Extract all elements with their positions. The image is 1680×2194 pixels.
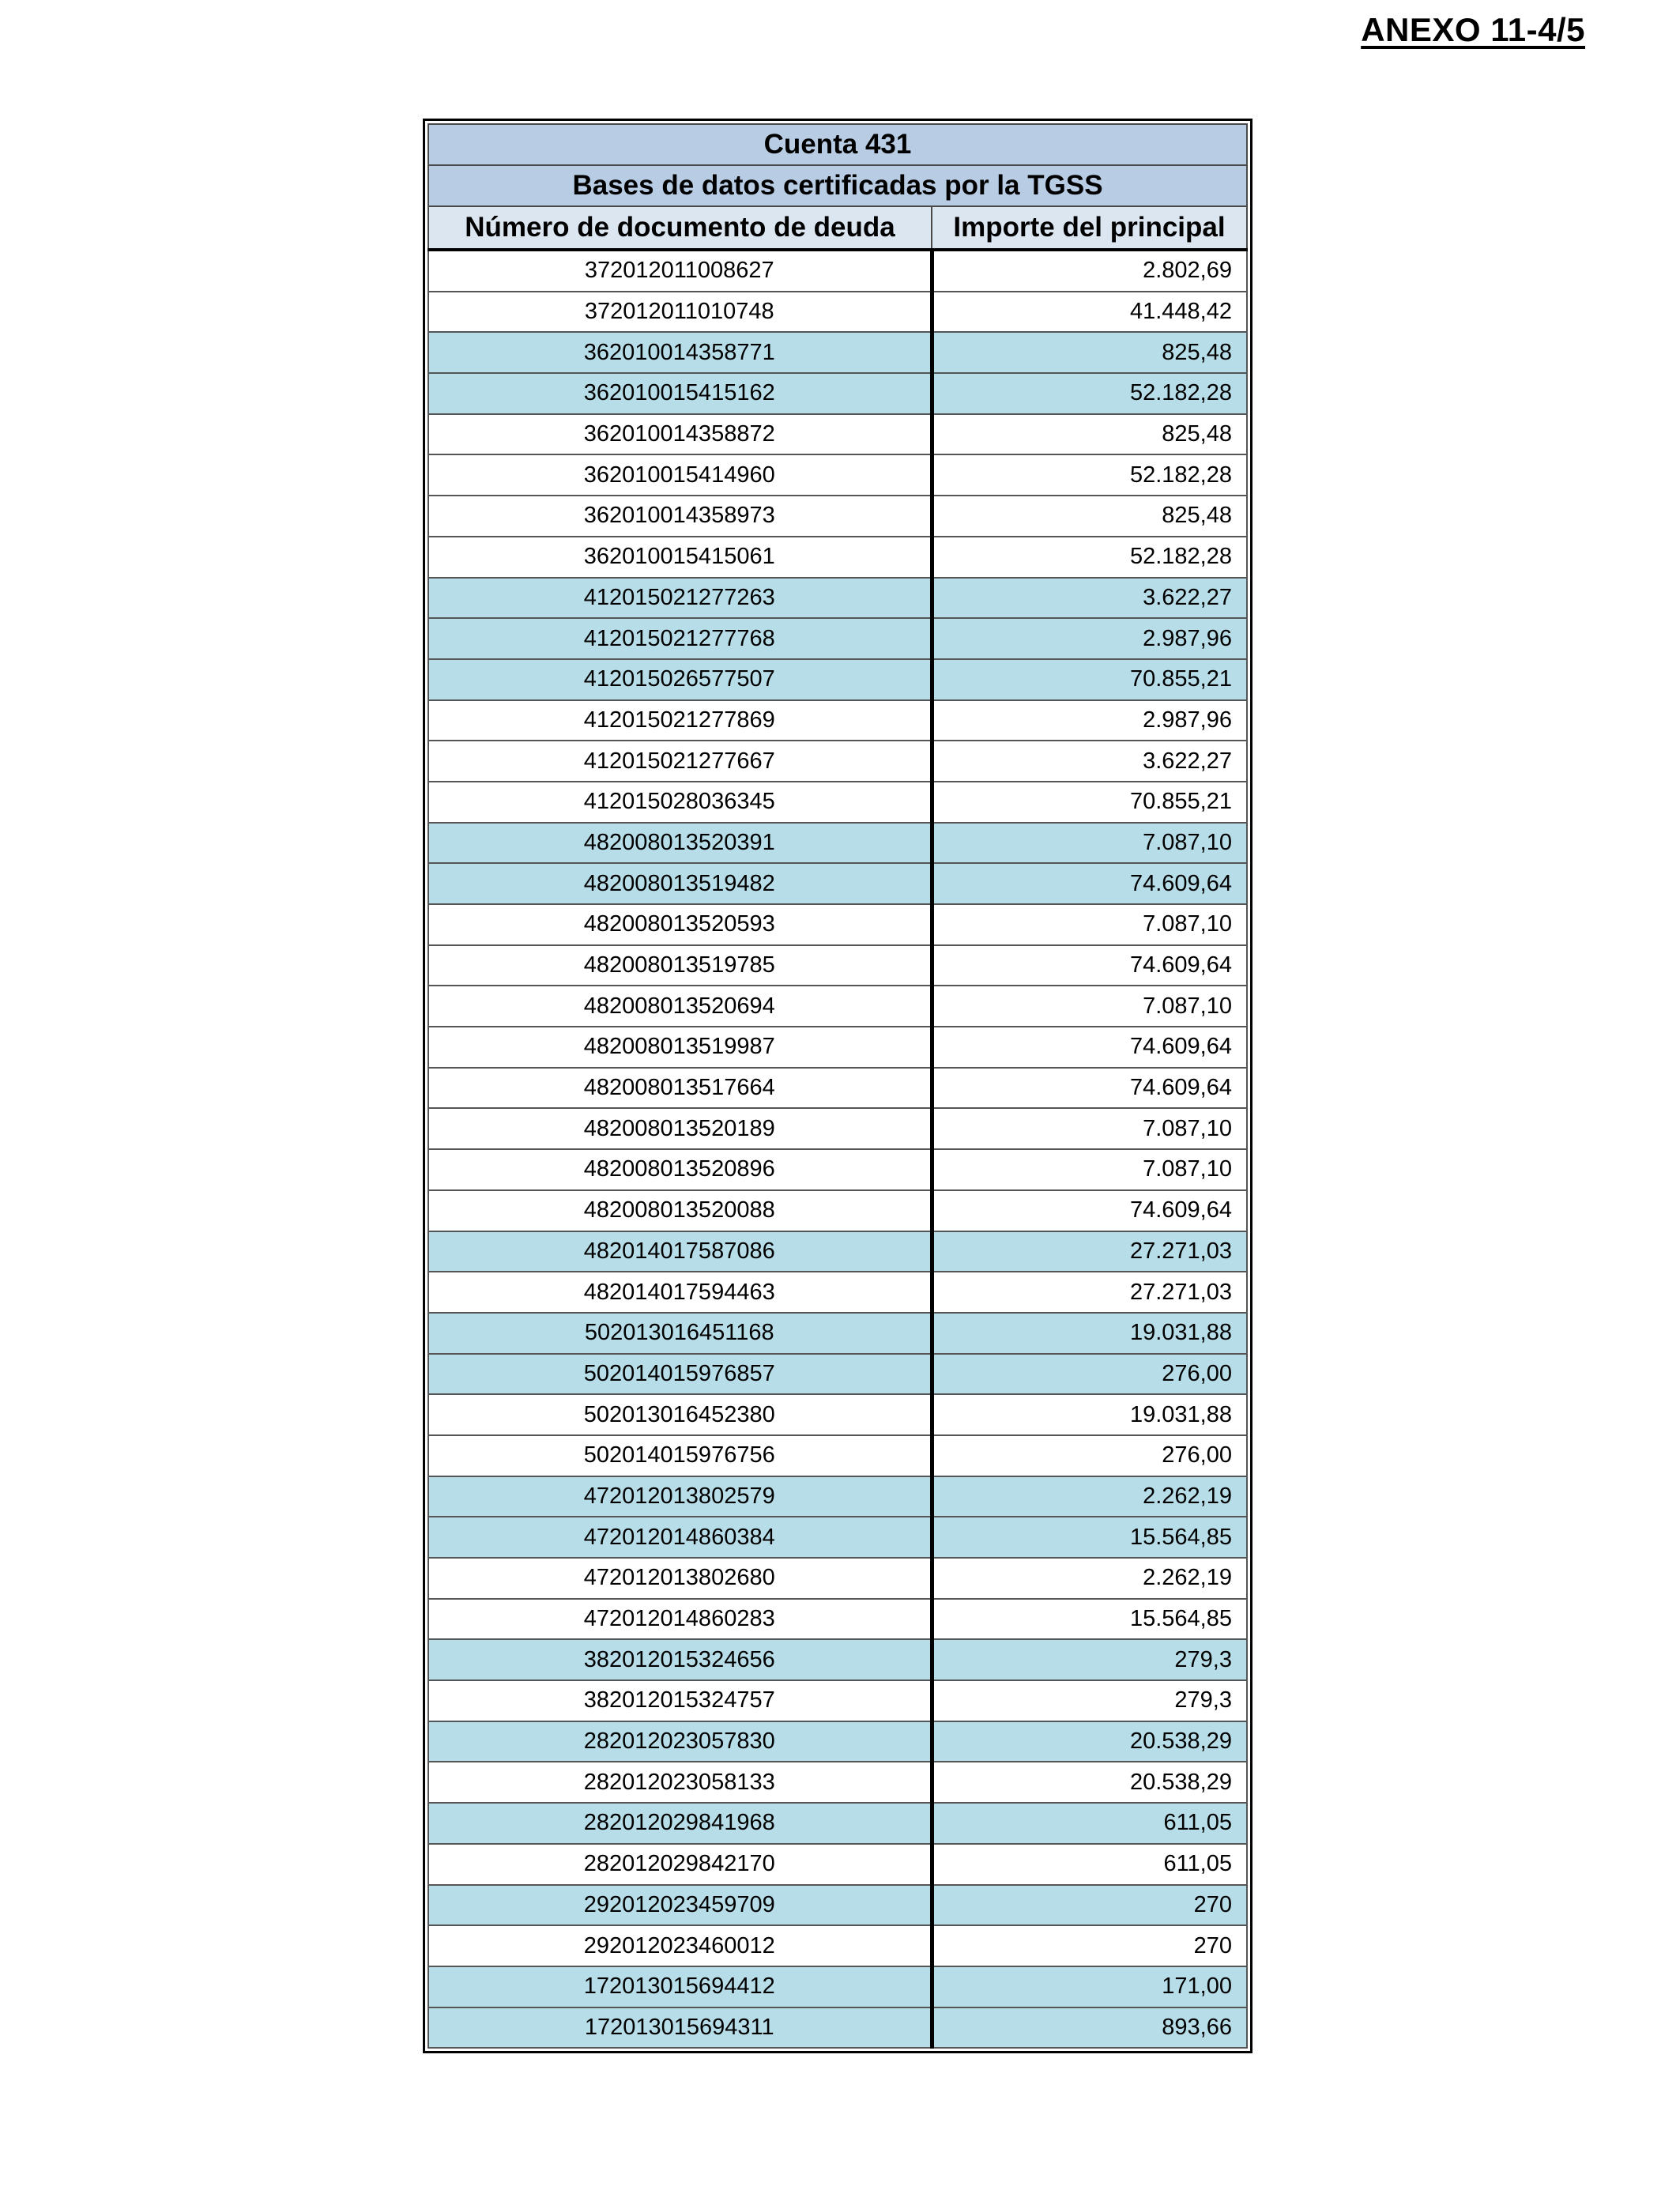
table-row — [428, 1885, 1247, 1926]
document-number-cell: 292012023459709 — [428, 1885, 932, 1926]
document-number-cell: 472012013802579 — [428, 1476, 932, 1517]
table-row — [428, 1476, 1247, 1517]
principal-amount-cell: 74.609,64 — [932, 1068, 1247, 1109]
document-number-cell: 502014015976756 — [428, 1435, 932, 1476]
table-row — [428, 863, 1247, 904]
table-row — [428, 618, 1247, 659]
document-number-cell: 472012014860283 — [428, 1599, 932, 1640]
table-row — [428, 1435, 1247, 1476]
principal-amount-cell: 41.448,42 — [932, 292, 1247, 333]
principal-amount-cell: 276,00 — [932, 1354, 1247, 1395]
principal-amount-cell: 7.087,10 — [932, 823, 1247, 864]
document-number-cell: 412015021277869 — [428, 700, 932, 741]
principal-amount-cell: 15.564,85 — [932, 1599, 1247, 1640]
principal-amount-cell: 70.855,21 — [932, 659, 1247, 700]
document-number-cell: 502014015976857 — [428, 1354, 932, 1395]
principal-amount-cell: 270 — [932, 1925, 1247, 1966]
column-header-principal-amount: Importe del principal — [932, 206, 1247, 250]
document-number-cell: 362010014358973 — [428, 496, 932, 537]
table-row — [428, 1966, 1247, 2007]
table-row — [428, 945, 1247, 986]
table-row — [428, 292, 1247, 333]
table-row — [428, 700, 1247, 741]
document-number-cell: 362010014358872 — [428, 414, 932, 455]
table-row — [428, 578, 1247, 619]
principal-amount-cell: 52.182,28 — [932, 537, 1247, 578]
document-number-cell: 482008013519785 — [428, 945, 932, 986]
document-number-cell: 362010014358771 — [428, 332, 932, 373]
principal-amount-cell: 2.987,96 — [932, 700, 1247, 741]
table-row — [428, 496, 1247, 537]
table-row — [428, 1394, 1247, 1435]
table-row — [428, 1762, 1247, 1803]
table-row — [428, 659, 1247, 700]
principal-amount-cell: 2.802,69 — [932, 250, 1247, 292]
principal-amount-cell: 15.564,85 — [932, 1517, 1247, 1558]
table-body — [428, 250, 1247, 2048]
column-header-document-number: Número de documento de deuda — [428, 206, 932, 250]
principal-amount-cell: 611,05 — [932, 1844, 1247, 1885]
principal-amount-cell: 19.031,88 — [932, 1394, 1247, 1435]
document-number-cell: 472012013802680 — [428, 1558, 932, 1599]
principal-amount-cell: 74.609,64 — [932, 1027, 1247, 1068]
table-row — [428, 1068, 1247, 1109]
principal-amount-cell: 893,66 — [932, 2007, 1247, 2049]
table-row — [428, 1190, 1247, 1231]
document-number-cell: 482008013519482 — [428, 863, 932, 904]
principal-amount-cell: 7.087,10 — [932, 986, 1247, 1027]
principal-amount-cell: 3.622,27 — [932, 578, 1247, 619]
table-row — [428, 1149, 1247, 1190]
principal-amount-cell: 70.855,21 — [932, 782, 1247, 823]
principal-amount-cell: 2.987,96 — [932, 618, 1247, 659]
table-row — [428, 1313, 1247, 1354]
debt-table — [428, 123, 1248, 2049]
document-number-cell: 482008013520189 — [428, 1108, 932, 1149]
table-row — [428, 1680, 1247, 1721]
principal-amount-cell: 2.262,19 — [932, 1476, 1247, 1517]
table-row — [428, 1844, 1247, 1885]
document-number-cell: 482014017587086 — [428, 1231, 932, 1272]
table-row — [428, 782, 1247, 823]
document-number-cell: 372012011010748 — [428, 292, 932, 333]
document-number-cell: 502013016451168 — [428, 1313, 932, 1354]
document-number-cell: 362010015415061 — [428, 537, 932, 578]
table-row — [428, 414, 1247, 455]
principal-amount-cell: 74.609,64 — [932, 1190, 1247, 1231]
principal-amount-cell: 20.538,29 — [932, 1762, 1247, 1803]
document-number-cell: 482008013519987 — [428, 1027, 932, 1068]
table-row — [428, 1803, 1247, 1844]
table-row — [428, 1272, 1247, 1313]
principal-amount-cell: 19.031,88 — [932, 1313, 1247, 1354]
document-number-cell: 482008013520694 — [428, 986, 932, 1027]
table-row — [428, 373, 1247, 414]
document-number-cell: 292012023460012 — [428, 1925, 932, 1966]
table-row — [428, 250, 1247, 292]
principal-amount-cell: 74.609,64 — [932, 945, 1247, 986]
principal-amount-cell: 27.271,03 — [932, 1231, 1247, 1272]
document-number-cell: 482008013520088 — [428, 1190, 932, 1231]
principal-amount-cell: 171,00 — [932, 1966, 1247, 2007]
principal-amount-cell: 7.087,10 — [932, 904, 1247, 945]
document-number-cell: 172013015694311 — [428, 2007, 932, 2049]
table-row — [428, 904, 1247, 945]
table-title: Cuenta 431 — [428, 124, 1247, 165]
document-number-cell: 282012029841968 — [428, 1803, 932, 1844]
document-number-cell: 482008013520391 — [428, 823, 932, 864]
table-row — [428, 1517, 1247, 1558]
document-number-cell: 502013016452380 — [428, 1394, 932, 1435]
document-number-cell: 482008013517664 — [428, 1068, 932, 1109]
principal-amount-cell: 2.262,19 — [932, 1558, 1247, 1599]
document-number-cell: 362010015415162 — [428, 373, 932, 414]
table-subtitle-row — [428, 165, 1247, 206]
document-number-cell: 362010015414960 — [428, 454, 932, 496]
principal-amount-cell: 279,3 — [932, 1639, 1247, 1680]
principal-amount-cell: 825,48 — [932, 332, 1247, 373]
table-row — [428, 1639, 1247, 1680]
principal-amount-cell: 7.087,10 — [932, 1149, 1247, 1190]
principal-amount-cell: 276,00 — [932, 1435, 1247, 1476]
table-subtitle: Bases de datos certificadas por la TGSS — [428, 165, 1247, 206]
column-header-row — [428, 206, 1247, 250]
principal-amount-cell: 20.538,29 — [932, 1721, 1247, 1762]
principal-amount-cell: 74.609,64 — [932, 863, 1247, 904]
document-number-cell: 282012023057830 — [428, 1721, 932, 1762]
document-number-cell: 382012015324757 — [428, 1680, 932, 1721]
document-number-cell: 382012015324656 — [428, 1639, 932, 1680]
principal-amount-cell: 611,05 — [932, 1803, 1247, 1844]
principal-amount-cell: 825,48 — [932, 414, 1247, 455]
document-number-cell: 412015021277263 — [428, 578, 932, 619]
document-number-cell: 172013015694412 — [428, 1966, 932, 2007]
table-row — [428, 1027, 1247, 1068]
principal-amount-cell: 270 — [932, 1885, 1247, 1926]
debt-table-container — [423, 119, 1252, 2053]
table-row — [428, 1925, 1247, 1966]
principal-amount-cell: 3.622,27 — [932, 741, 1247, 782]
principal-amount-cell: 52.182,28 — [932, 373, 1247, 414]
document-number-cell: 372012011008627 — [428, 250, 932, 292]
table-row — [428, 2007, 1247, 2049]
table-row — [428, 1108, 1247, 1149]
principal-amount-cell: 52.182,28 — [932, 454, 1247, 496]
document-number-cell: 412015026577507 — [428, 659, 932, 700]
table-row — [428, 537, 1247, 578]
table-title-row — [428, 124, 1247, 165]
document-number-cell: 412015021277768 — [428, 618, 932, 659]
document-number-cell: 282012023058133 — [428, 1762, 932, 1803]
table-row — [428, 986, 1247, 1027]
document-number-cell: 472012014860384 — [428, 1517, 932, 1558]
table-row — [428, 454, 1247, 496]
table-row — [428, 332, 1247, 373]
document-number-cell: 482014017594463 — [428, 1272, 932, 1313]
table-row — [428, 1231, 1247, 1272]
table-row — [428, 1354, 1247, 1395]
document-number-cell: 412015028036345 — [428, 782, 932, 823]
principal-amount-cell: 27.271,03 — [932, 1272, 1247, 1313]
table-row — [428, 823, 1247, 864]
document-number-cell: 412015021277667 — [428, 741, 932, 782]
document-number-cell: 482008013520593 — [428, 904, 932, 945]
principal-amount-cell: 279,3 — [932, 1680, 1247, 1721]
table-row — [428, 741, 1247, 782]
annex-label: ANEXO 11-4/5 — [1361, 11, 1585, 48]
table-row — [428, 1721, 1247, 1762]
table-row — [428, 1558, 1247, 1599]
principal-amount-cell: 825,48 — [932, 496, 1247, 537]
document-number-cell: 282012029842170 — [428, 1844, 932, 1885]
principal-amount-cell: 7.087,10 — [932, 1108, 1247, 1149]
table-row — [428, 1599, 1247, 1640]
document-number-cell: 482008013520896 — [428, 1149, 932, 1190]
